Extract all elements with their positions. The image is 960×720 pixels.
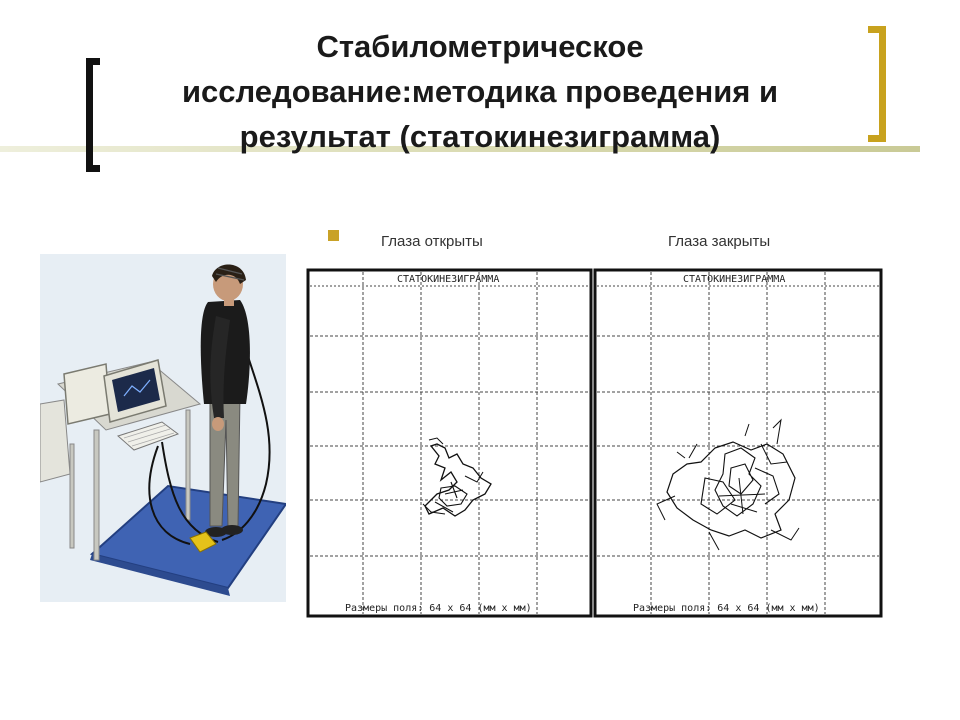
caption-eyes-open: Глаза открыты [381,233,483,250]
statokinesigram-graphs [305,268,883,620]
slide-title [100,24,860,159]
graph-footer-right: Размеры поля: 64 х 64 (мм х мм) [633,603,820,614]
stabilometry-illustration [40,254,286,602]
title-line-2: исследование:методика проведения и [181,74,779,109]
title-line-3: результат (статокинезиграмма) [239,119,721,154]
graph-eyes-closed [595,270,881,616]
graph-eyes-open [308,270,591,616]
graph-header-left: СТАТОКИНЕЗИГРАММА [397,274,500,285]
person-on-platform-icon [40,254,286,602]
title-line-1: Стабилометрическое [316,29,644,64]
caption-eyes-closed: Глаза закрыты [668,233,771,250]
right-bracket-decoration [868,26,886,142]
left-bracket-decoration [86,58,100,172]
graph-footer-left: Размеры поля: 64 х 64 (мм х мм) [345,603,532,614]
bullet-square-icon [328,230,339,241]
graph-header-right: СТАТОКИНЕЗИГРАММА [683,274,786,285]
statokinesigram-panel [305,268,883,620]
